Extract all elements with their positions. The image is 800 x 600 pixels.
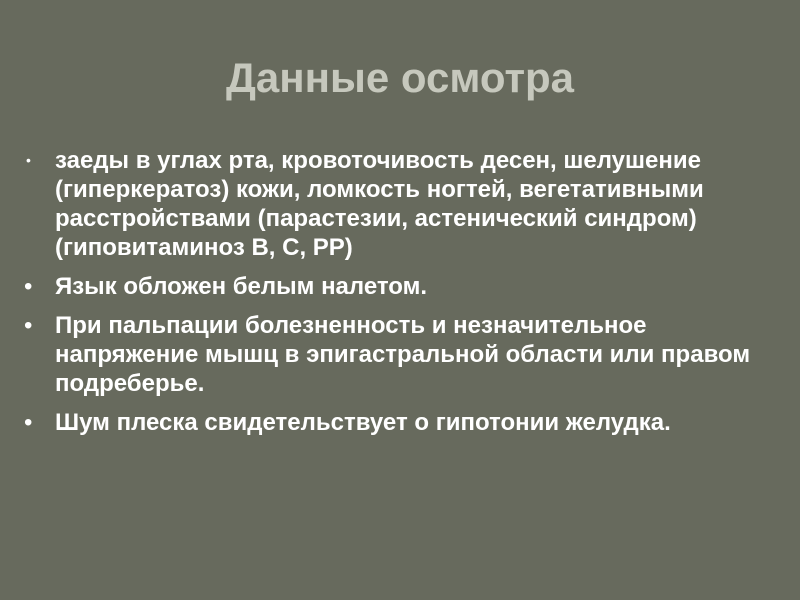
bullet-marker: • [24,409,33,436]
bullet-text: заеды в углах рта, кровоточивость десен, шелушение (гиперкератоз) кожи, ломкость ногтей, вегетативными расстройствами (парастезии, астенический синдром) (гиповитаминоз В, С, РР) [55,147,704,261]
bullet-text: Язык обложен белым налетом. [55,273,428,300]
bullet-marker: • [24,312,33,339]
bullet-text: Шум плеска свидетельствует о гипотонии желудка. [55,409,671,436]
bullet-item [0,408,780,437]
bullet-list [0,146,780,447]
bullet-item [0,146,780,262]
bullet-item [0,272,780,301]
bullet-text: При пальпации болезненность и незначительное напряжение мышц в эпигастральной области или правом подреберье. [55,312,751,397]
slide-title: Данные осмотра [225,54,575,101]
bullet-item [0,311,780,398]
bullet-marker: • [24,273,33,300]
bullet-marker: • [26,152,31,168]
